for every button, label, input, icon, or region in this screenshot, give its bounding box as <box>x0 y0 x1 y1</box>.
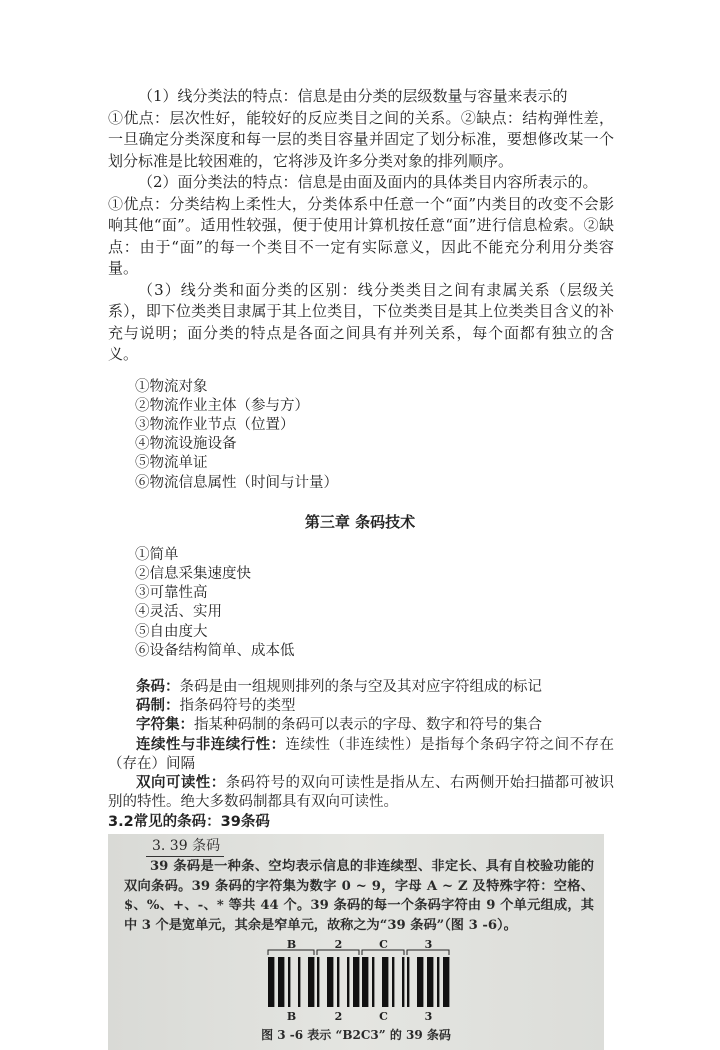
paragraph: ①优点：分类结构上柔性大，分类体系中任意一个“面”内类目的改变不会影响其他“面”。适用性较强，便于使用计算机按任意“面”进行信息检索。②缺点：由于“面”的每一个类目不一定有实际意义，因此不能充分利用分类容量。 <box>108 194 614 277</box>
definition <box>108 678 614 697</box>
barcode-bar <box>427 957 433 1007</box>
barcode-bar <box>353 957 359 1007</box>
barcode-bar <box>288 957 290 1007</box>
barcode-bar <box>308 957 314 1007</box>
barcode-bar <box>278 957 284 1007</box>
barcode-bars <box>268 950 449 1007</box>
definition <box>108 716 614 735</box>
barcode-bar <box>327 957 333 1007</box>
term: 字符集： <box>136 717 194 734</box>
section-heading: 3.2常见的条码：39条码 <box>108 814 270 831</box>
barcode-char-label: 2 <box>334 938 343 952</box>
list-item: ①简单 <box>135 546 179 563</box>
definition-text: 条码符号的双向可读性是指从左、右两侧开始扫描都可被识别的特性。绝大多数码制都具有双向可读性。 <box>108 774 615 811</box>
term: 连续性与非连续行性： <box>136 736 286 753</box>
barcode-bar <box>382 957 388 1007</box>
term: 码制： <box>136 698 180 715</box>
definition-text: 指某种码制的条码可以表示的字母、数字和符号的集合 <box>194 717 542 734</box>
term: 条码： <box>136 678 180 695</box>
definition <box>108 774 614 812</box>
classification-section <box>108 86 614 366</box>
figure-caption: 图 3 -6 表示 “B2C3” 的 39 条码 <box>261 1028 451 1043</box>
barcode-bar <box>362 957 368 1007</box>
barcode-bar <box>392 957 394 1007</box>
barcode-bar <box>402 957 404 1007</box>
list-item: ⑥设备结构简单、成本低 <box>135 642 295 659</box>
barcode-bar <box>443 957 449 1007</box>
barcode-char-label: B <box>286 1010 297 1024</box>
barcode-char-label: C <box>379 1010 388 1024</box>
barcode-bar <box>372 957 374 1007</box>
barcode-char-label: 3 <box>424 1010 433 1024</box>
chapter-title: 第三章 条码技术 <box>304 512 416 531</box>
barcode-bar <box>407 957 409 1007</box>
paragraph: （1）线分类法的特点：信息是由分类的层级数量与容量来表示的 <box>138 87 568 105</box>
barcode-char-label: C <box>379 938 388 952</box>
list-item: ③物流作业节点（位置） <box>135 416 295 433</box>
logistics-list <box>135 378 615 493</box>
list-item: ②物流作业主体（参与方） <box>135 397 309 414</box>
barcode-char-label: B <box>286 938 297 952</box>
list-item: ⑤物流单证 <box>135 455 208 472</box>
barcode-bar <box>298 957 300 1007</box>
term: 双向可读性： <box>136 774 226 791</box>
photo-text: 39 条码是一种条、空均表示信息的非连续型、非定长、具有自校验功能的双向条码。39 条码的字符集为数字 0 ~ 9，字母 A ~ Z 及特殊字符：空格、$、%、+、-、* 等共 44 个。39 条码的每一个条码字符由 9 个单元组成，其中 3 个是宽单元，其余是窄单元，故称之为“39 条码”（图 3 -6）。 <box>124 859 594 933</box>
barcode-bar <box>337 957 339 1007</box>
barcode-bar <box>437 957 439 1007</box>
barcode-bar <box>317 957 319 1007</box>
list-item: ④物流设施设备 <box>135 436 237 453</box>
paragraph: （2）面分类法的特点：信息是由面及面内的具体类目内容所表示的。 <box>138 173 598 191</box>
paragraph: （3）线分类和面分类的区别：线分类类目之间有隶属关系（层级关系），即下位类类目隶属于其上位类目，下位类类目是其上位类类目含义的补充与说明；面分类的特点是各面之间具有并列关系，每个面都有独立的含义。 <box>108 280 614 363</box>
barcode-bar <box>347 957 349 1007</box>
list-item: ⑤自由度大 <box>135 623 208 640</box>
barcode-advantages-list <box>135 546 615 661</box>
photo-title: 3. 39 条码 <box>146 838 224 857</box>
definitions <box>108 678 614 812</box>
list-item: ②信息采集速度快 <box>135 565 251 582</box>
definition-text: 条码是由一组规则排列的条与空及其对应字符组成的标记 <box>179 678 542 695</box>
definition <box>108 736 614 774</box>
list-item: ③可靠性高 <box>135 585 208 602</box>
barcode-figure <box>108 937 604 1027</box>
barcode-char-label: 2 <box>334 1010 343 1024</box>
definition <box>108 697 614 716</box>
paragraph: ①优点：层次性好，能较好的反应类目之间的关系。②缺点：结构弹性差，一旦确定分类深度和每一层的类目容量并固定了划分标准，要想修改某一个划分标准是比较困难的，它将涉及许多分类对象的排列顺序。 <box>108 108 614 170</box>
list-item: ⑥物流信息属性（时间与计量） <box>135 474 338 491</box>
list-item: ①物流对象 <box>135 378 208 395</box>
barcode-char-label: 3 <box>424 938 433 952</box>
barcode-bar <box>417 957 423 1007</box>
definition-text: 连续性（非连续性）是指每个条码字符之间不存在（存在）间隔 <box>108 736 614 772</box>
list-item: ④灵活、实用 <box>135 604 222 621</box>
barcode-bar <box>268 957 274 1007</box>
definition-text: 指条码符号的类型 <box>179 698 296 715</box>
